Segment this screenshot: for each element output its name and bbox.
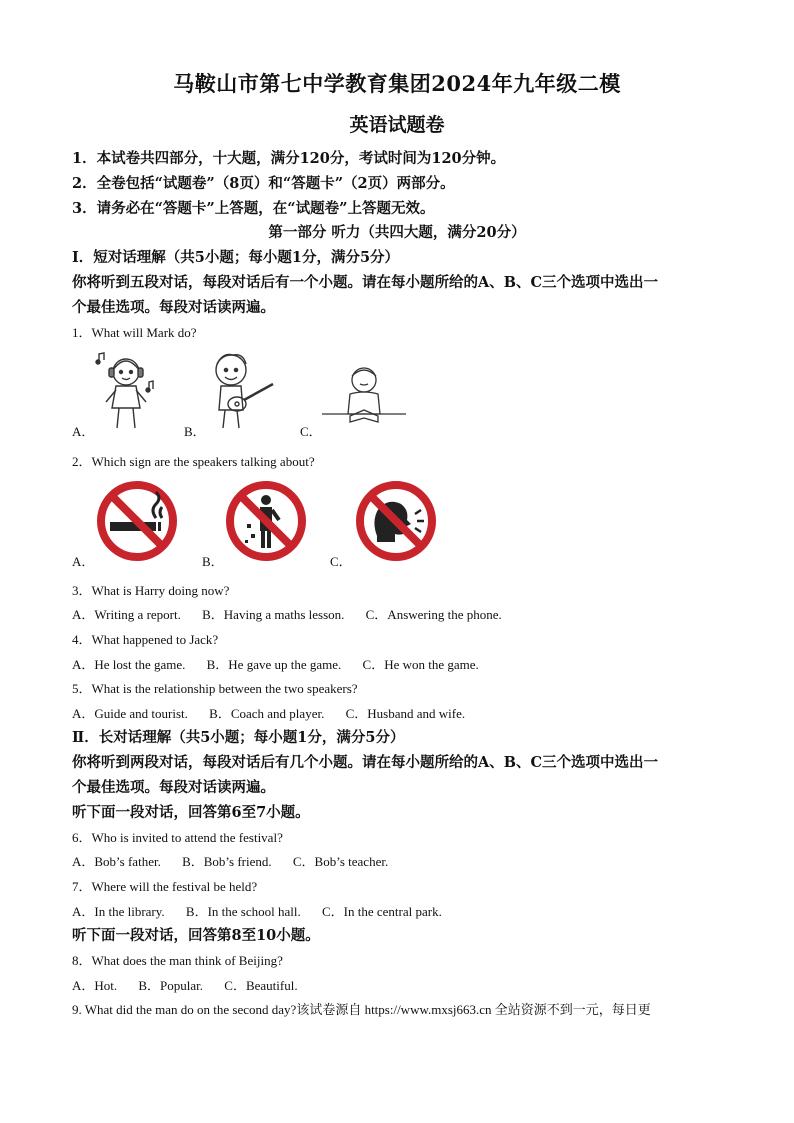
option-a: A．Bob’s father. [72, 854, 161, 869]
option-b: B．Popular. [138, 978, 204, 993]
section1-instruction-cont: 个最佳选项。每段对话读两遍。 [72, 299, 275, 316]
option-c: C．Husband and wife. [345, 706, 466, 721]
part1-heading: 第一部分 听力（共四大题，满分20分） [268, 224, 526, 241]
q2-option-a-label: A． [72, 554, 95, 569]
option-a: A．Guide and tourist. [72, 706, 188, 721]
question-1: 1．What will Mark do? [72, 325, 197, 340]
note-3: 3．请务必在“答题卡”上答题，在“试题卷”上答题无效。 [72, 200, 435, 217]
option-c: C．Beautiful. [224, 978, 298, 993]
question-3: 3．What is Harry doing now? [72, 583, 230, 598]
no-noise-sign-icon [355, 480, 437, 562]
question-4: 4．What happened to Jack? [72, 632, 219, 647]
question-6-options [72, 851, 406, 870]
question-9: 9. What did the man do on the second day?该试卷源自 https://www.mxsj663.cn 全站资源不到一元，每日更 [72, 1002, 651, 1017]
question-8: 8．What does the man think of Beijing? [72, 953, 283, 968]
option-b: B．In the school hall. [185, 904, 301, 919]
option-b: B．Having a maths lesson. [202, 607, 345, 622]
option-c: C．Answering the phone. [365, 607, 502, 622]
section2-instruction-cont: 个最佳选项。每段对话读两遍。 [72, 779, 275, 796]
question-3-options [72, 604, 520, 623]
section1-heading: Ⅰ．短对话理解（共5小题；每小题1分，满分5分） [72, 249, 400, 266]
no-smoking-sign-icon [96, 480, 178, 562]
person-with-headphones-icon [94, 350, 158, 432]
q2-option-b-label: B． [202, 554, 224, 569]
option-a: A．In the library. [72, 904, 165, 919]
section2-sub-heading-2: 听下面一段对话，回答第8至10小题。 [72, 927, 320, 944]
exam-subtitle: 英语试题卷 [349, 114, 445, 136]
option-a: A．Hot. [72, 978, 118, 993]
option-a: A．Writing a report. [72, 607, 181, 622]
exam-title: 马鞍山市第七中学教育集团2024年九年级二模 [173, 71, 621, 96]
option-b: B．Bob’s friend. [182, 854, 272, 869]
question-8-options [72, 975, 316, 994]
section2-instruction: 你将听到两段对话，每段对话后有几个小题。请在每小题所给的A、B、C三个选项中选出一 [72, 754, 659, 771]
question-6: 6．Who is invited to attend the festival? [72, 830, 283, 845]
option-c: C．In the central park. [322, 904, 442, 919]
question-7-options [72, 901, 460, 920]
option-b: B．He gave up the game. [206, 657, 342, 672]
q2-option-c-label: C． [330, 554, 352, 569]
section2-sub-heading-1: 听下面一段对话，回答第6至7小题。 [72, 804, 310, 821]
q1-option-b-label: B． [184, 424, 206, 439]
boy-playing-guitar-icon [203, 350, 277, 432]
q1-option-c-label: C． [300, 424, 322, 439]
section1-instruction: 你将听到五段对话，每段对话后有一个小题。请在每小题所给的A、B、C三个选项中选出一 [72, 274, 659, 291]
option-c: C．He won the game. [362, 657, 479, 672]
option-a: A．He lost the game. [72, 657, 186, 672]
q1-option-a-label: A． [72, 424, 95, 439]
question-5: 5．What is the relationship between the two speakers? [72, 681, 358, 696]
no-littering-sign-icon [225, 480, 307, 562]
question-7: 7．Where will the festival be held? [72, 879, 258, 894]
boy-reading-book-icon [322, 364, 406, 432]
note-2: 2．全卷包括“试题卷”（8页）和“答题卡”（2页）两部分。 [72, 175, 455, 192]
question-5-options [72, 703, 483, 722]
section2-heading: Ⅱ．长对话理解（共5小题；每小题1分，满分5分） [72, 729, 405, 746]
option-c: C．Bob’s teacher. [292, 854, 389, 869]
note-1: 1．本试卷共四部分，十大题，满分120分，考试时间为120分钟。 [72, 150, 506, 167]
question-4-options [72, 654, 497, 673]
option-b: B．Coach and player. [209, 706, 325, 721]
question-2: 2．Which sign are the speakers talking about? [72, 454, 315, 469]
